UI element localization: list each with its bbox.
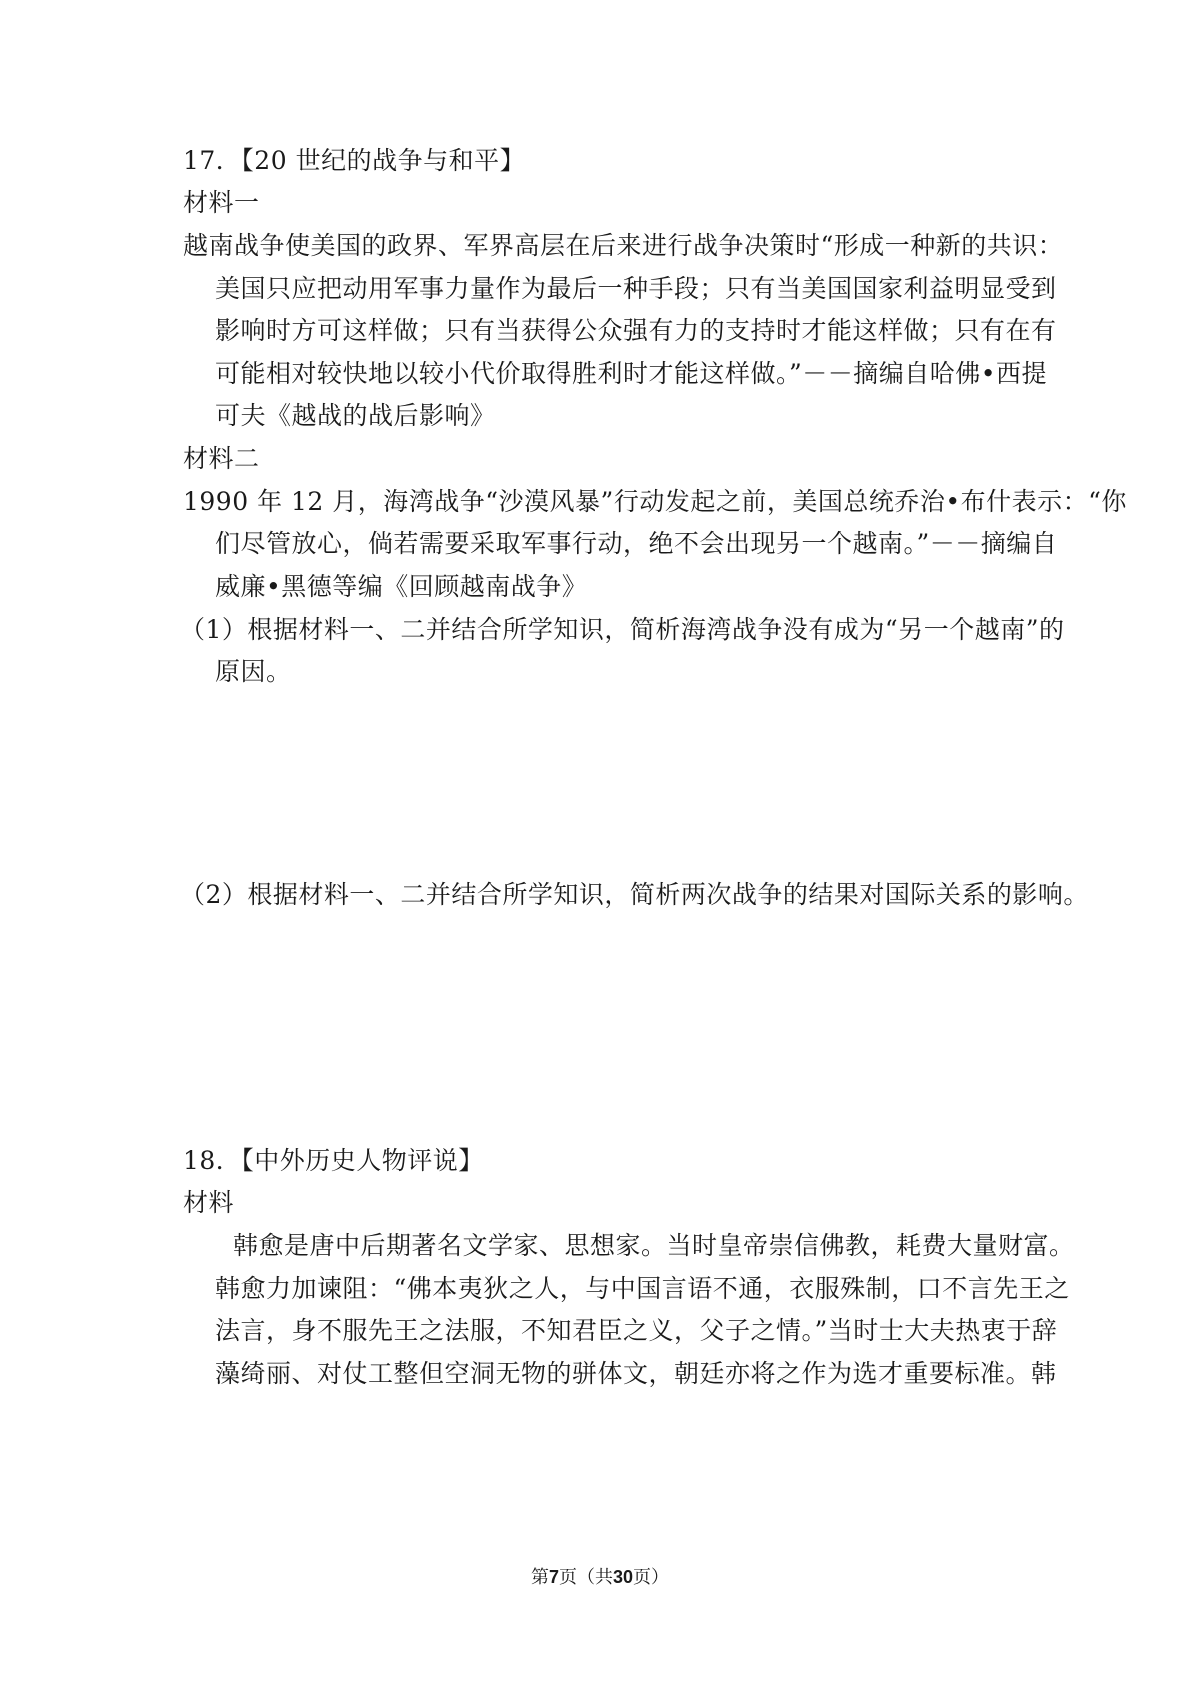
q18-material-line: 法言，身不服先王之法服，不知君臣之义，父子之情。”当时士大夫热衷于辞 <box>215 1316 1058 1345</box>
q17-material-1-line: 越南战争使美国的政界、军界高层在后来进行战争决策时“形成一种新的共识： <box>183 231 1064 260</box>
q17-sub-question-1: （1）根据材料一、二并结合所学知识，简析海湾战争没有成为“另一个越南”的 <box>180 615 1065 644</box>
q17-title: 17．【20 世纪的战争与和平】 <box>183 146 526 175</box>
page-footer <box>0 1565 1200 1590</box>
q17-material-2-label: 材料二 <box>183 444 260 473</box>
q17-material-2-line: 们尽管放心，倘若需要采取军事行动，绝不会出现另一个越南。”－－摘编自 <box>215 529 1058 558</box>
q17-material-1-line: 影响时方可这样做；只有当获得公众强有力的支持时才能这样做；只有在有 <box>215 316 1057 345</box>
footer-suffix: 页） <box>633 1567 670 1588</box>
q18-title: 18．【中外历史人物评说】 <box>183 1146 484 1175</box>
q17-sub-question-1-cont: 原因。 <box>215 657 292 686</box>
q17-material-1-line: 美国只应把动用军事力量作为最后一种手段；只有当美国国家利益明显受到 <box>215 274 1057 303</box>
q17-sub-question-2: （2）根据材料一、二并结合所学知识，简析两次战争的结果对国际关系的影响。 <box>180 880 1089 909</box>
q17-material-1-line: 可能相对较快地以较小代价取得胜利时才能这样做。”－－摘编自哈佛•西提 <box>215 359 1048 388</box>
footer-prefix: 第 <box>530 1567 549 1588</box>
q18-material-line: 韩愈力加谏阻：“佛本夷狄之人，与中国言语不通，衣服殊制，口不言先王之 <box>215 1274 1070 1303</box>
q17-material-2-line: 威廉•黑德等编《回顾越南战争》 <box>215 572 588 601</box>
footer-total-pages: 30 <box>612 1567 634 1587</box>
q18-material-label: 材料 <box>183 1188 235 1217</box>
footer-page-number: 7 <box>548 1567 559 1587</box>
q18-material-line: 藻绮丽、对仗工整但空洞无物的骈体文，朝廷亦将之作为选才重要标准。韩 <box>215 1359 1057 1388</box>
footer-middle: 页（共 <box>558 1567 613 1588</box>
q17-material-2-line: 1990 年 12 月，海湾战争“沙漠风暴”行动发起之前，美国总统乔治•布什表示：“你 <box>183 487 1127 516</box>
q17-material-1-label: 材料一 <box>183 188 260 217</box>
q17-material-1-line: 可夫《越战的战后影响》 <box>215 401 496 430</box>
q18-material-line: 韩愈是唐中后期著名文学家、思想家。当时皇帝崇信佛教，耗费大量财富。 <box>233 1231 1075 1260</box>
